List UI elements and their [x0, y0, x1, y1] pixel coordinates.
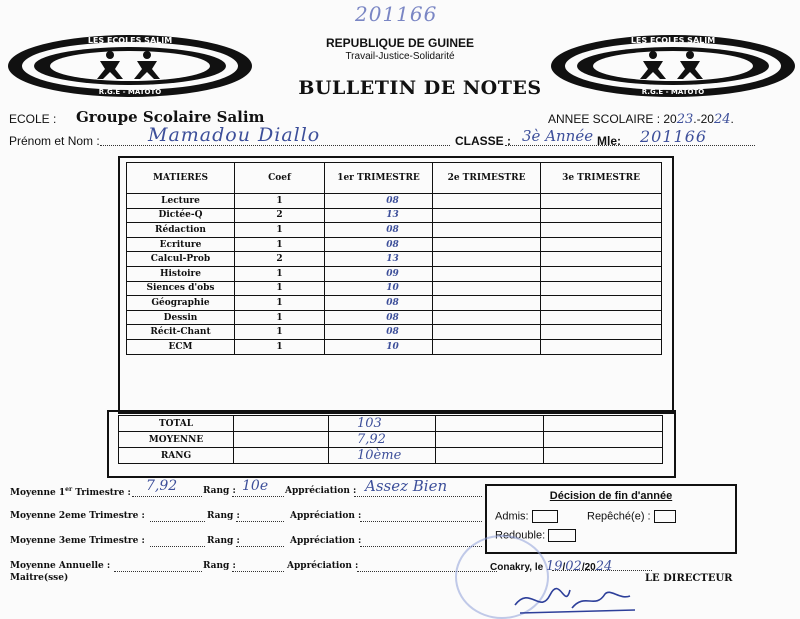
coef-cell: 1	[235, 325, 325, 340]
subject-cell: Géographie	[127, 296, 235, 311]
mle-label: Mle:	[597, 134, 621, 148]
trimestre-2-grade	[433, 339, 541, 354]
totals-label: TOTAL	[119, 416, 234, 432]
date-month: 02	[565, 559, 582, 574]
handwritten-reference: 201166	[355, 2, 438, 26]
m1-rang-line	[232, 496, 284, 497]
date-sep-1: /	[562, 562, 566, 573]
admis-checkbox[interactable]	[532, 510, 558, 523]
directeur-label: LE DIRECTEUR	[645, 573, 733, 584]
repeche-label: Repêché(e) :	[587, 510, 651, 523]
coef-cell: 1	[235, 237, 325, 252]
annual-value-line	[114, 571, 202, 572]
admis-label: Admis:	[495, 510, 529, 523]
totals-trimestre-2	[436, 432, 544, 448]
totals-trimestre-1: 10ème	[329, 448, 436, 464]
totals-trimestre-1: 103	[329, 416, 436, 432]
trimestre-2-grade	[433, 266, 541, 281]
m3-appreciation-line	[360, 546, 482, 547]
date-sep-2: /20	[581, 562, 596, 573]
trimestre-3-grade	[541, 266, 662, 281]
school-year-suffix: .	[730, 112, 734, 126]
trimestre-3-grade	[541, 208, 662, 223]
classe-value: 3è Année	[522, 127, 594, 145]
date-line	[490, 559, 612, 574]
subject-cell: Dessin	[127, 310, 235, 325]
totals-coef	[234, 416, 329, 432]
trimestre-1-grade: 08	[325, 223, 433, 238]
totals-trimestre-1: 7,92	[329, 432, 436, 448]
school-year	[548, 112, 734, 127]
coef-cell: 1	[235, 194, 325, 209]
grade-row	[127, 325, 662, 340]
repeche-option	[587, 510, 676, 523]
coef-cell: 1	[235, 296, 325, 311]
m2-rang-label: Rang :	[207, 511, 240, 521]
header-matieres: MATIERES	[127, 163, 235, 194]
redouble-checkbox[interactable]	[548, 529, 576, 542]
grades-header-row	[127, 163, 662, 194]
trimestre-1-grade: 09	[325, 266, 433, 281]
m1-label: Moyenne 1	[10, 488, 66, 498]
m1-rang-label: Rang :	[203, 486, 236, 496]
header-trimestre-3: 3e TRIMESTRE	[541, 163, 662, 194]
trimestre-1-grade: 08	[325, 194, 433, 209]
annual-label: Moyenne Annuelle :	[10, 561, 111, 571]
m3-value-line	[150, 546, 205, 547]
totals-coef	[234, 448, 329, 464]
m2-rang-line	[236, 521, 284, 522]
place-label: Conakry, le	[490, 562, 544, 573]
m1-appreciation-label: Appréciation :	[285, 486, 357, 496]
director-signature	[510, 580, 640, 618]
seal-left-top-text: LES ECOLES SALIM	[87, 36, 173, 45]
grade-row	[127, 194, 662, 209]
trimestre-2-grade	[433, 223, 541, 238]
seal-right-bottom-text: R.G.E - MATOTO	[641, 88, 705, 96]
date-dotline	[552, 570, 652, 571]
republic-header	[300, 36, 500, 62]
totals-trimestre-3	[544, 432, 663, 448]
classe-label: CLASSE :	[455, 134, 512, 148]
trimestre-1-grade: 10	[325, 281, 433, 296]
grade-row	[127, 252, 662, 267]
country-name: REPUBLIQUE DE GUINEE	[325, 36, 475, 50]
date-year: 24	[595, 559, 613, 574]
header-trimestre-2: 2e TRIMESTRE	[433, 163, 541, 194]
school-name: Groupe Scolaire Salim	[76, 108, 265, 126]
mle-value: 201166	[640, 127, 708, 146]
grade-row	[127, 296, 662, 311]
m3-rang-label: Rang :	[207, 536, 240, 546]
decision-title: Décision de fin d'année	[549, 490, 673, 502]
m1-value-line	[132, 496, 202, 497]
m1-appreciation-line	[354, 496, 482, 497]
totals-table	[118, 415, 663, 464]
m1-appreciation: Assez Bien	[365, 477, 448, 495]
school-year-start: 23	[676, 112, 694, 127]
grade-row	[127, 237, 662, 252]
trimestre-1-grade: 08	[325, 325, 433, 340]
totals-trimestre-3	[544, 448, 663, 464]
document-title: BULLETIN DE NOTES	[298, 77, 542, 99]
totals-trimestre-2	[436, 416, 544, 432]
trimestre-2-grade	[433, 237, 541, 252]
school-year-end: 24	[713, 112, 731, 127]
trimestre-2-grade	[433, 310, 541, 325]
school-year-mid: .-20	[693, 112, 714, 126]
trimestre-2-grade	[433, 208, 541, 223]
coef-cell: 1	[235, 281, 325, 296]
school-year-label: ANNEE SCOLAIRE : 20	[548, 112, 677, 126]
grade-row	[127, 208, 662, 223]
trimestre-3-grade	[541, 310, 662, 325]
annual-appreciation-label: Appréciation :	[287, 561, 359, 571]
totals-row	[119, 432, 663, 448]
annual-rang-label: Rang :	[203, 561, 236, 571]
trimestre-3-grade	[541, 252, 662, 267]
subject-cell: Ecriture	[127, 237, 235, 252]
trimestre-3-grade	[541, 325, 662, 340]
subject-cell: Calcul-Prob	[127, 252, 235, 267]
trimestre-2-grade	[433, 252, 541, 267]
totals-row	[119, 416, 663, 432]
m1-label-rest: Trimestre :	[72, 488, 131, 498]
ecole-label: ECOLE :	[9, 112, 57, 126]
classe-dotline	[505, 145, 755, 146]
header-coef: Coef	[235, 163, 325, 194]
admis-option	[495, 510, 558, 523]
totals-row	[119, 448, 663, 464]
trimestre-3-grade	[541, 194, 662, 209]
m3-appreciation-label: Appréciation :	[290, 536, 362, 546]
summary-trimestre-1	[10, 486, 131, 498]
trimestre-1-grade: 08	[325, 296, 433, 311]
trimestre-3-grade	[541, 339, 662, 354]
m2-label: Moyenne 2eme Trimestre :	[10, 511, 145, 521]
grade-row	[127, 339, 662, 354]
grade-row	[127, 266, 662, 281]
trimestre-3-grade	[541, 237, 662, 252]
trimestre-1-grade: 10	[325, 339, 433, 354]
coef-cell: 1	[235, 223, 325, 238]
coef-cell: 2	[235, 208, 325, 223]
m3-rang-line	[236, 546, 284, 547]
trimestre-1-grade: 08	[325, 237, 433, 252]
grade-row	[127, 223, 662, 238]
m1-label-sup: er	[65, 486, 73, 493]
school-seal-right	[548, 33, 798, 99]
school-seal-left	[5, 33, 255, 99]
subject-cell: Siences d'obs	[127, 281, 235, 296]
maitre-label: Maitre(sse)	[10, 573, 69, 583]
totals-coef	[234, 432, 329, 448]
subject-cell: ECM	[127, 339, 235, 354]
coef-cell: 1	[235, 339, 325, 354]
m2-value-line	[150, 521, 205, 522]
grade-row	[127, 310, 662, 325]
header-trimestre-1: 1er TRIMESTRE	[325, 163, 433, 194]
totals-trimestre-3	[544, 416, 663, 432]
m2-appreciation-label: Appréciation :	[290, 511, 362, 521]
trimestre-2-grade	[433, 281, 541, 296]
name-label: Prénom et Nom :	[9, 134, 100, 148]
totals-label: RANG	[119, 448, 234, 464]
trimestre-1-grade: 08	[325, 310, 433, 325]
trimestre-1-grade: 13	[325, 252, 433, 267]
annual-rang-line	[232, 571, 284, 572]
subject-cell: Rédaction	[127, 223, 235, 238]
trimestre-2-grade	[433, 296, 541, 311]
coef-cell: 1	[235, 310, 325, 325]
m2-appreciation-line	[360, 521, 482, 522]
redouble-label: Redouble:	[495, 529, 546, 542]
totals-trimestre-2	[436, 448, 544, 464]
repeche-checkbox[interactable]	[654, 510, 676, 523]
m1-value: 7,92	[146, 478, 178, 494]
subject-cell: Lecture	[127, 194, 235, 209]
grades-table	[126, 162, 662, 355]
trimestre-2-grade	[433, 325, 541, 340]
m3-label: Moyenne 3eme Trimestre :	[10, 536, 145, 546]
trimestre-3-grade	[541, 296, 662, 311]
country-motto: Travail-Justice-Solidarité	[345, 51, 455, 62]
subject-cell: Dictée-Q	[127, 208, 235, 223]
trimestre-2-grade	[433, 194, 541, 209]
trimestre-3-grade	[541, 223, 662, 238]
subject-cell: Histoire	[127, 266, 235, 281]
grade-row	[127, 281, 662, 296]
coef-cell: 2	[235, 252, 325, 267]
m1-rang: 10e	[242, 478, 269, 494]
trimestre-3-grade	[541, 281, 662, 296]
coef-cell: 1	[235, 266, 325, 281]
seal-right-top-text: LES ECOLES SALIM	[630, 36, 716, 45]
seal-left-bottom-text: R.G.E - MATOTO	[98, 88, 162, 96]
student-name: Mamadou Diallo	[148, 124, 321, 146]
totals-label: MOYENNE	[119, 432, 234, 448]
date-day: 19	[545, 559, 563, 574]
subject-cell: Récit-Chant	[127, 325, 235, 340]
trimestre-1-grade: 13	[325, 208, 433, 223]
